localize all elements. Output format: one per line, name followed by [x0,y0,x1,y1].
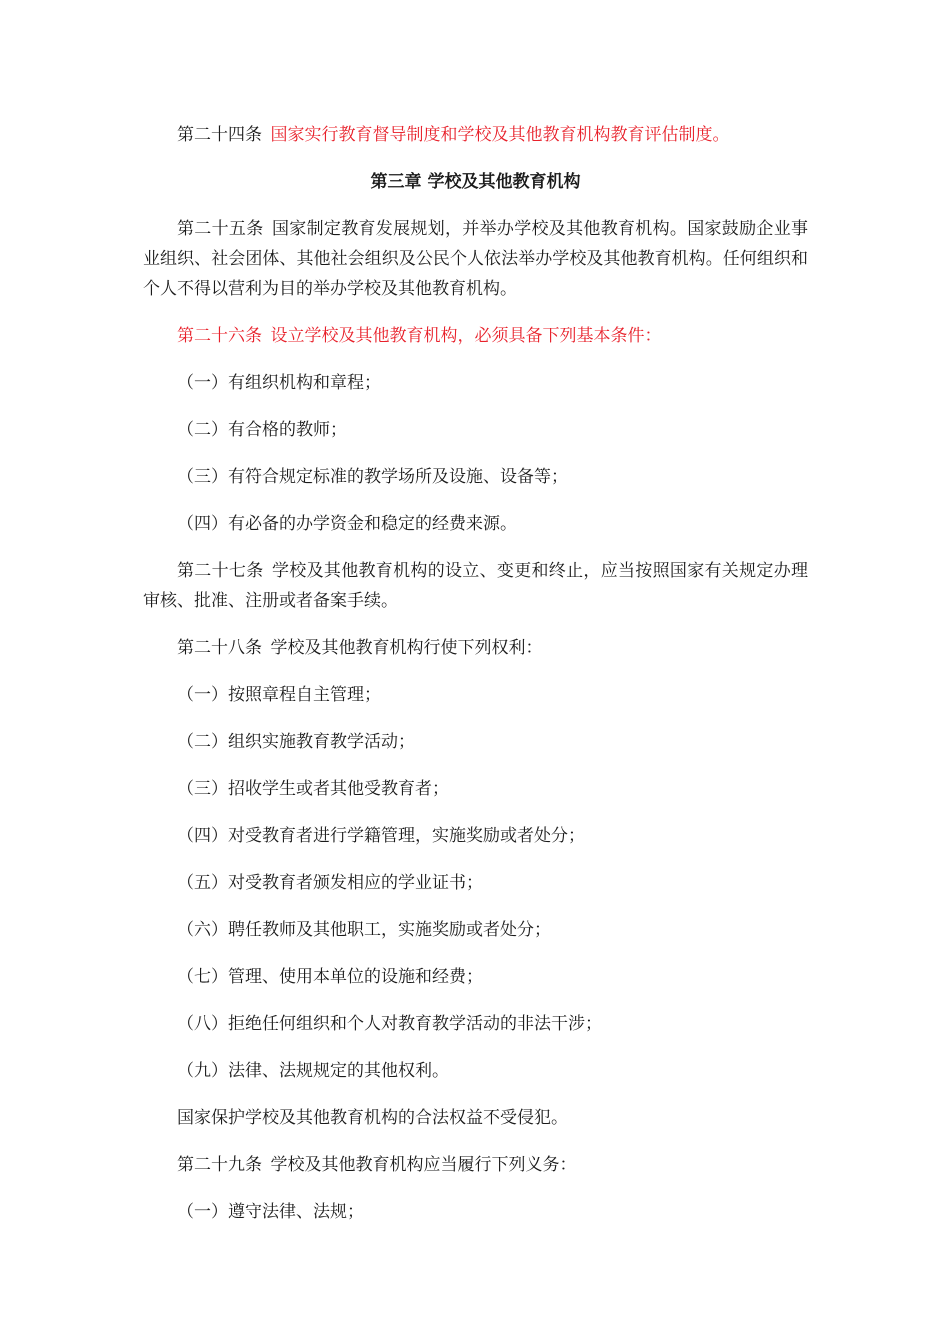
article-26-item-1: （一）有组织机构和章程； [177,373,381,393]
article-26-item-3: （三）有符合规定标准的教学场所及设施、设备等； [177,467,568,487]
article-28-item-4: （四）对受教育者进行学籍管理，实施奖励或者处分； [177,826,585,846]
article-29-text: 学校及其他教育机构应当履行下列义务： [270,1155,577,1175]
article-26-number: 第二十六条 [177,326,262,346]
article-28-item-5: （五）对受教育者颁发相应的学业证书； [177,873,483,893]
article-28-item-6: （六）聘任教师及其他职工，实施奖励或者处分； [177,920,551,940]
article-29-item-1: （一）遵守法律、法规； [177,1202,364,1222]
article-28-item-3: （三）招收学生或者其他受教育者； [177,779,449,799]
article-25-number: 第二十五条 [177,219,264,239]
article-26-item-2: （二）有合格的教师； [177,420,347,440]
document-page [143,120,808,1244]
article-28-item-8: （八）拒绝任何组织和个人对教育教学活动的非法干涉； [177,1014,602,1034]
chapter-3-title: 第三章 学校及其他教育机构 [370,172,581,192]
article-24 [143,120,808,150]
article-28-item-9: （九）法律、法规规定的其他权利。 [177,1061,449,1081]
article-26 [143,321,808,351]
article-28-item-2: （二）组织实施教育教学活动； [177,732,415,752]
article-25 [143,214,808,304]
article-27-number: 第二十七条 [177,561,264,581]
article-28-closing: 国家保护学校及其他教育机构的合法权益不受侵犯。 [177,1108,568,1128]
article-28 [143,633,808,663]
article-26-text: 设立学校及其他教育机构，必须具备下列基本条件： [270,326,662,346]
article-24-number: 第二十四条 [177,125,262,145]
article-25-text: 国家制定教育发展规划，并举办学校及其他教育机构。国家鼓励企业事业组织、社会团体、其他社会组织及公民个人依法举办学校及其他教育机构。任何组织和个人不得以营利为目的举办学校及其他教育机构。 [143,219,808,299]
article-26-item-4: （四）有必备的办学资金和稳定的经费来源。 [177,514,517,534]
article-27 [143,556,808,616]
article-28-number: 第二十八条 [177,638,262,658]
article-24-text: 国家实行教育督导制度和学校及其他教育机构教育评估制度。 [270,125,730,145]
article-29 [143,1150,808,1180]
article-28-item-1: （一）按照章程自主管理； [177,685,381,705]
article-28-item-7: （七）管理、使用本单位的设施和经费； [177,967,483,987]
article-29-number: 第二十九条 [177,1155,262,1175]
article-28-text: 学校及其他教育机构行使下列权利： [270,638,543,658]
article-27-text: 学校及其他教育机构的设立、变更和终止，应当按照国家有关规定办理审核、批准、注册或者备案手续。 [143,561,808,611]
